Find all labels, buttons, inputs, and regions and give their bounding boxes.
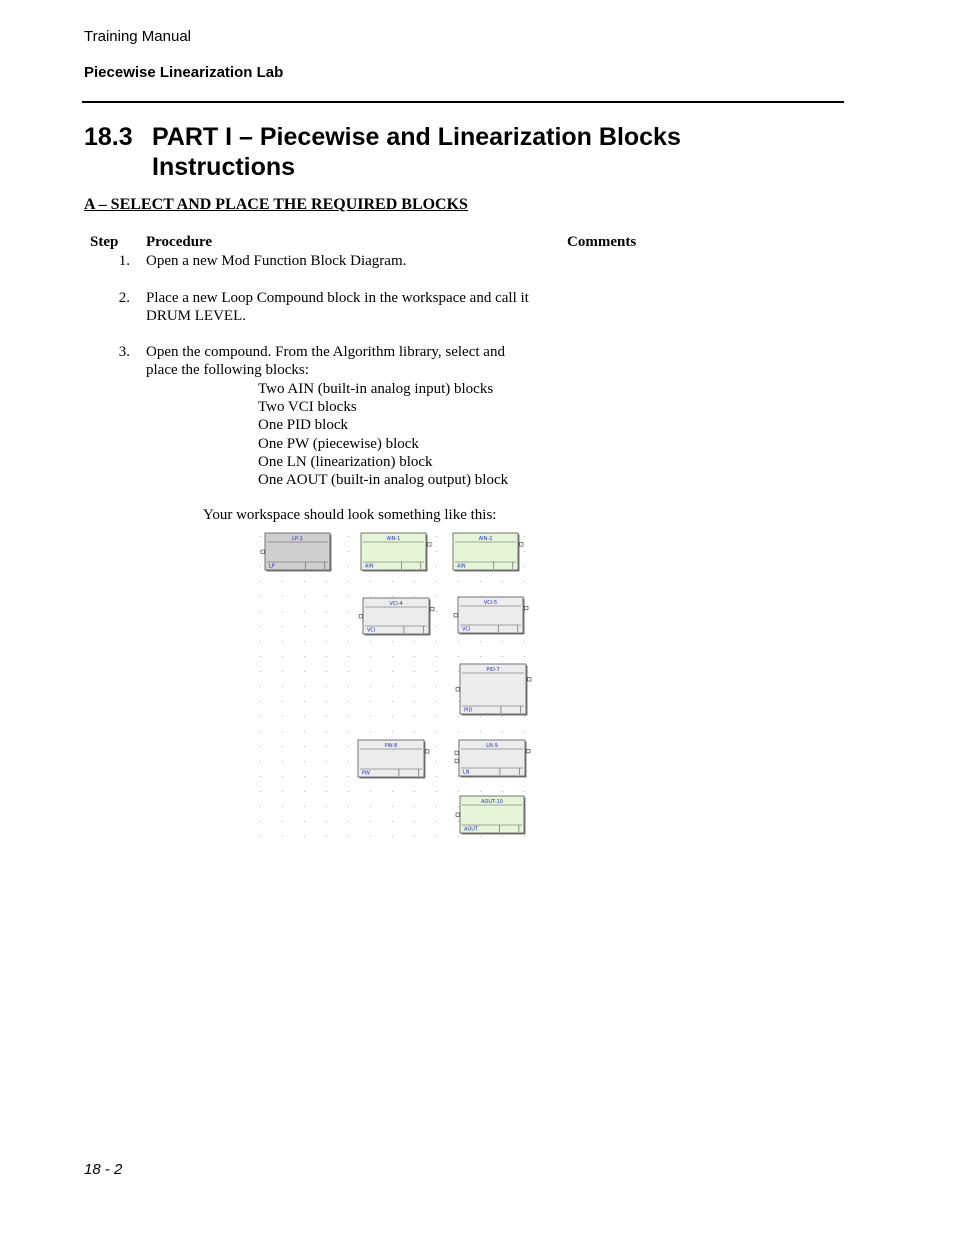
grid-dot: [458, 716, 459, 717]
output-port[interactable]: [520, 543, 524, 547]
grid-dot: [436, 626, 437, 627]
grid-dot: [436, 776, 437, 777]
grid-dot: [326, 581, 327, 582]
block-title: PW-8: [384, 743, 398, 749]
list-item: One AOUT (built-in analog output) block: [258, 472, 509, 489]
output-port[interactable]: [525, 606, 529, 610]
grid-dot: [260, 536, 261, 537]
grid-dot: [348, 581, 349, 582]
grid-dot: [304, 776, 305, 777]
grid-dot: [326, 731, 327, 732]
grid-dot: [414, 836, 415, 837]
input-port[interactable]: [454, 614, 458, 618]
grid-dot: [326, 611, 327, 612]
block-type: AIN: [365, 563, 374, 570]
grid-dot: [348, 821, 349, 822]
block-title: AIN-1: [386, 536, 401, 542]
grid-dot: [370, 641, 371, 642]
grid-dot: [370, 701, 371, 702]
grid-dot: [524, 731, 525, 732]
grid-dot: [436, 536, 437, 537]
grid-dot: [348, 686, 349, 687]
output-port[interactable]: [426, 750, 430, 754]
grid-dot: [260, 626, 261, 627]
grid-dot: [502, 641, 503, 642]
grid-dot: [480, 791, 481, 792]
grid-dot: [524, 536, 525, 537]
grid-dot: [304, 806, 305, 807]
grid-dot: [414, 821, 415, 822]
grid-dot: [414, 596, 415, 597]
grid-dot: [436, 761, 437, 762]
grid-dot: [260, 716, 261, 717]
grid-dot: [326, 686, 327, 687]
grid-dot: [304, 596, 305, 597]
grid-dot: [392, 731, 393, 732]
input-port[interactable]: [456, 813, 460, 817]
grid-dot: [282, 746, 283, 747]
step-text: Open the compound. From the Algorithm library, select and place the following blocks:: [146, 344, 505, 378]
grid-dot: [282, 821, 283, 822]
grid-dot: [370, 596, 371, 597]
grid-dot: [480, 716, 481, 717]
grid-dot: [260, 836, 261, 837]
grid-dot: [282, 701, 283, 702]
block-title: LP-1: [292, 536, 303, 542]
grid-dot: [348, 761, 349, 762]
grid-dot: [414, 791, 415, 792]
grid-dot: [326, 626, 327, 627]
grid-dot: [436, 836, 437, 837]
column-header-comments: Comments: [567, 234, 637, 250]
grid-dot: [348, 671, 349, 672]
grid-dot: [260, 611, 261, 612]
block-type: PW: [362, 770, 370, 777]
grid-dot: [326, 806, 327, 807]
block-title: LN-9: [486, 743, 498, 749]
function-block[interactable]: [358, 740, 429, 779]
grid-dot: [392, 701, 393, 702]
grid-dot: [414, 716, 415, 717]
grid-dot: [282, 716, 283, 717]
grid-dot: [458, 821, 459, 822]
grid-dot: [392, 656, 393, 657]
header-rule: [82, 101, 844, 103]
grid-dot: [436, 656, 437, 657]
grid-dot: [260, 671, 261, 672]
grid-dot: [524, 566, 525, 567]
grid-dot: [392, 671, 393, 672]
grid-dot: [524, 716, 525, 717]
grid-dot: [458, 731, 459, 732]
grid-dot: [370, 581, 371, 582]
grid-dot: [392, 596, 393, 597]
grid-dot: [502, 731, 503, 732]
function-block[interactable]: [261, 533, 332, 572]
list-item: One LN (linearization) block: [258, 453, 433, 470]
column-header-step: Step: [90, 234, 119, 250]
grid-dot: [458, 641, 459, 642]
workspace-blocks: [261, 533, 531, 835]
grid-dot: [480, 641, 481, 642]
grid-dot: [524, 836, 525, 837]
grid-dot: [458, 836, 459, 837]
grid-dot: [304, 821, 305, 822]
grid-dot: [304, 656, 305, 657]
grid-dot: [436, 701, 437, 702]
grid-dot: [282, 686, 283, 687]
grid-dot: [326, 836, 327, 837]
running-header-lab: Piecewise Linearization Lab: [84, 64, 284, 81]
input-port[interactable]: [455, 759, 459, 763]
step-number: 1.: [118, 253, 130, 269]
grid-dot: [436, 746, 437, 747]
grid-dot: [304, 581, 305, 582]
grid-dot: [348, 836, 349, 837]
grid-dot: [282, 776, 283, 777]
grid-dot: [326, 701, 327, 702]
grid-dot: [414, 701, 415, 702]
input-port[interactable]: [455, 751, 459, 755]
grid-dot: [458, 581, 459, 582]
grid-dot: [348, 701, 349, 702]
function-block[interactable]: [455, 740, 530, 778]
grid-dot: [458, 656, 459, 657]
grid-dot: [436, 581, 437, 582]
grid-dot: [458, 701, 459, 702]
grid-dot: [260, 581, 261, 582]
running-header-manual: Training Manual: [84, 28, 191, 45]
blocks-list: [258, 380, 508, 489]
grid-dot: [392, 821, 393, 822]
grid-dot: [480, 836, 481, 837]
grid-dot: [502, 836, 503, 837]
subheading: A – SELECT AND PLACE THE REQUIRED BLOCKS: [84, 196, 468, 213]
input-port[interactable]: [359, 615, 363, 619]
grid-dot: [348, 806, 349, 807]
grid-dot: [304, 716, 305, 717]
grid-dot: [260, 761, 261, 762]
grid-dot: [348, 536, 349, 537]
grid-dot: [326, 596, 327, 597]
list-item: One PID block: [258, 417, 348, 434]
grid-dot: [326, 746, 327, 747]
grid-dot: [458, 671, 459, 672]
grid-dot: [370, 671, 371, 672]
grid-dot: [326, 776, 327, 777]
step-text: Place a new Loop Compound block in the workspace and call it DRUM LEVEL.: [146, 290, 529, 324]
grid-dot: [524, 656, 525, 657]
grid-dot: [348, 641, 349, 642]
grid-dot: [304, 746, 305, 747]
grid-dot: [414, 671, 415, 672]
grid-dot: [524, 581, 525, 582]
grid-dot: [370, 821, 371, 822]
grid-dot: [304, 836, 305, 837]
grid-dot: [282, 611, 283, 612]
grid-dot: [480, 656, 481, 657]
grid-dot: [282, 806, 283, 807]
grid-dot: [502, 581, 503, 582]
block-title: AOUT-10: [481, 799, 503, 805]
grid-dot: [370, 791, 371, 792]
grid-dot: [348, 731, 349, 732]
block-title: PID-7: [486, 667, 500, 673]
grid-dot: [282, 581, 283, 582]
grid-dot: [458, 806, 459, 807]
grid-dot: [392, 686, 393, 687]
grid-dot: [348, 746, 349, 747]
grid-dot: [414, 641, 415, 642]
grid-dot: [414, 686, 415, 687]
grid-dot: [304, 731, 305, 732]
figure-caption: Your workspace should look something like this:: [203, 507, 497, 523]
grid-dot: [326, 641, 327, 642]
grid-dot: [282, 641, 283, 642]
grid-dot: [414, 656, 415, 657]
block-title: VCI-4: [389, 601, 403, 607]
grid-dot: [260, 566, 261, 567]
output-port[interactable]: [428, 543, 432, 547]
grid-dot: [260, 821, 261, 822]
function-block[interactable]: [361, 533, 431, 572]
grid-dot: [524, 551, 525, 552]
grid-dot: [326, 821, 327, 822]
grid-dot: [282, 791, 283, 792]
grid-dot: [458, 686, 459, 687]
grid-dot: [260, 596, 261, 597]
grid-dot: [304, 641, 305, 642]
function-block[interactable]: [456, 796, 526, 835]
grid-dot: [370, 686, 371, 687]
grid-dot: [348, 791, 349, 792]
grid-dot: [348, 566, 349, 567]
grid-dot: [502, 791, 503, 792]
grid-dot: [392, 806, 393, 807]
grid-dot: [260, 746, 261, 747]
grid-dot: [370, 716, 371, 717]
grid-dot: [260, 641, 261, 642]
grid-dot: [480, 581, 481, 582]
grid-dot: [436, 551, 437, 552]
function-block[interactable]: [454, 597, 528, 635]
block-type: VCI: [367, 627, 376, 634]
grid-dot: [282, 626, 283, 627]
grid-dot: [326, 761, 327, 762]
grid-dot: [458, 791, 459, 792]
input-port[interactable]: [456, 688, 460, 692]
workspace-screenshot: [256, 528, 540, 840]
grid-dot: [524, 641, 525, 642]
list-item: Two VCI blocks: [258, 399, 357, 416]
grid-dot: [436, 821, 437, 822]
grid-dot: [348, 611, 349, 612]
grid-dot: [304, 626, 305, 627]
grid-dot: [348, 716, 349, 717]
grid-dot: [524, 596, 525, 597]
step-text: Open a new Mod Function Block Diagram.: [146, 253, 407, 269]
grid-dot: [370, 806, 371, 807]
grid-dot: [502, 656, 503, 657]
grid-dot: [436, 641, 437, 642]
grid-dot: [348, 596, 349, 597]
grid-dot: [370, 656, 371, 657]
block-type: LN: [463, 769, 470, 776]
grid-dot: [260, 806, 261, 807]
step-number: 2.: [118, 290, 130, 306]
section-title: PART I – Piecewise and Linearization Blocks Instructions: [152, 123, 681, 181]
grid-dot: [436, 716, 437, 717]
grid-dot: [304, 671, 305, 672]
grid-dot: [326, 716, 327, 717]
grid-dot: [392, 641, 393, 642]
grid-dot: [524, 791, 525, 792]
grid-dot: [502, 716, 503, 717]
list-item: Two AIN (built-in analog input) blocks: [258, 381, 494, 397]
grid-dot: [282, 836, 283, 837]
grid-dot: [392, 581, 393, 582]
grid-dot: [304, 611, 305, 612]
block-title: AIN-2: [478, 536, 493, 542]
grid-dot: [260, 656, 261, 657]
grid-dot: [260, 731, 261, 732]
function-block[interactable]: [359, 598, 434, 636]
grid-dot: [392, 836, 393, 837]
section-number: 18.3: [84, 123, 133, 151]
function-block[interactable]: [453, 533, 523, 572]
grid-dot: [348, 656, 349, 657]
block-type: AOUT: [464, 826, 478, 833]
grid-dot: [282, 761, 283, 762]
grid-dot: [260, 686, 261, 687]
block-type: VCI: [462, 626, 471, 633]
grid-dot: [260, 791, 261, 792]
grid-dot: [304, 686, 305, 687]
grid-dot: [260, 776, 261, 777]
grid-dot: [326, 791, 327, 792]
grid-dot: [282, 656, 283, 657]
grid-dot: [436, 791, 437, 792]
grid-dot: [370, 836, 371, 837]
grid-dot: [480, 731, 481, 732]
grid-dot: [392, 791, 393, 792]
grid-dot: [414, 806, 415, 807]
grid-dot: [436, 566, 437, 567]
block-title: VCI-5: [483, 600, 498, 606]
grid-dot: [436, 611, 437, 612]
grid-dot: [436, 731, 437, 732]
grid-dot: [304, 701, 305, 702]
grid-dot: [436, 806, 437, 807]
output-port[interactable]: [527, 749, 531, 753]
output-port[interactable]: [528, 678, 532, 682]
grid-dot: [414, 581, 415, 582]
grid-dot: [436, 686, 437, 687]
block-type: AIN: [457, 563, 466, 570]
grid-dot: [348, 551, 349, 552]
grid-dot: [392, 716, 393, 717]
grid-dot: [282, 596, 283, 597]
grid-dot: [282, 731, 283, 732]
grid-dot: [326, 671, 327, 672]
grid-dot: [414, 731, 415, 732]
step-number: 3.: [118, 344, 130, 360]
block-type: PID: [464, 707, 473, 714]
grid-dot: [436, 596, 437, 597]
grid-dot: [370, 731, 371, 732]
grid-dot: [326, 656, 327, 657]
list-item: One PW (piecewise) block: [258, 435, 419, 452]
grid-dot: [304, 791, 305, 792]
input-port[interactable]: [261, 550, 265, 554]
block-type: LP: [269, 563, 275, 570]
grid-dot: [282, 671, 283, 672]
function-block[interactable]: [456, 664, 531, 716]
grid-dot: [304, 761, 305, 762]
output-port[interactable]: [431, 607, 435, 611]
grid-dot: [348, 626, 349, 627]
page-number: 18 - 2: [84, 1161, 123, 1178]
grid-dot: [436, 671, 437, 672]
column-header-procedure: Procedure: [146, 234, 213, 250]
grid-dot: [260, 701, 261, 702]
grid-dot: [348, 776, 349, 777]
